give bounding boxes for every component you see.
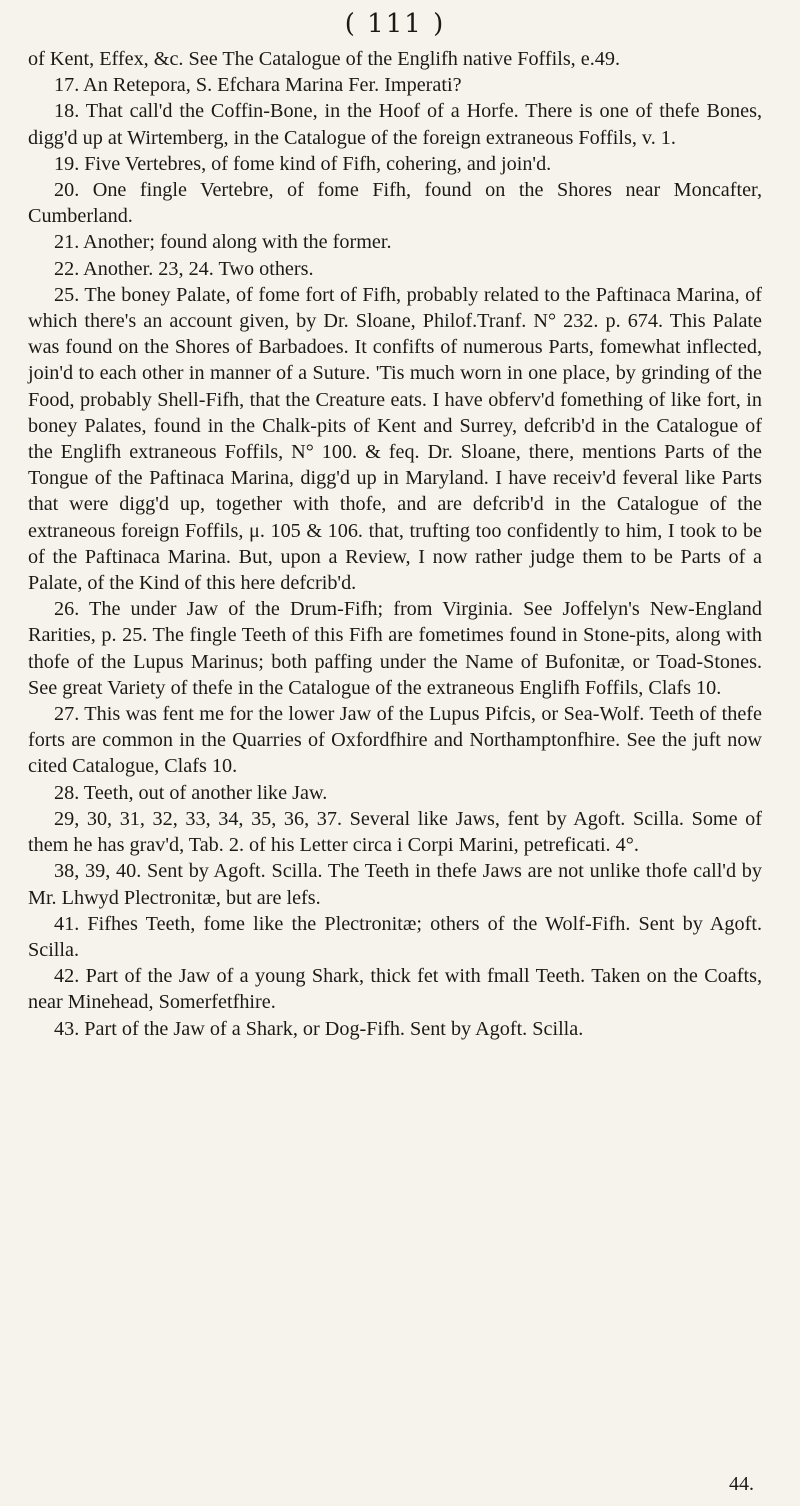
paragraph-continuation: of Kent, Effex, &c. See The Catalogue of the Englifh native Foffils, e.49. — [28, 48, 621, 70]
paragraph-41: 41. Fifhes Teeth, fome like the Plectronitæ; others of the Wolf-Fifh. Sent by Agoft. Scilla. — [28, 912, 762, 961]
paragraph-28: 28. Teeth, out of another like Jaw. — [54, 781, 328, 804]
paragraph-43: 43. Part of the Jaw of a Shark, or Dog-Fifh. Sent by Agoft. Scilla. — [54, 1017, 584, 1040]
paragraph-22: 22. Another. 23, 24. Two others. — [54, 257, 314, 280]
paragraph-26: 26. The under Jaw of the Drum-Fifh; from Virginia. See Joffelyn's New-England Rarities, p. 25. The fingle Teeth of this Fifh are fometimes found in Stone-pits, along with thofe of the Lupus Marinus; both paffing under the Name of Bufonitæ, or Toad-Stones. See great Variety of thefe in the Catalogue of the extraneous Englifh Foffils, Clafs 10. — [28, 598, 762, 699]
paragraph-20: 20. One fingle Vertebre, of fome Fifh, found on the Shores near Moncafter, Cumberland. — [28, 179, 762, 228]
body-text — [28, 46, 762, 1042]
paragraph-27: 27. This was fent me for the lower Jaw of the Lupus Pifcis, or Sea-Wolf. Teeth of thefe forts are common in the Quarries of Oxfordfhire and Northamptonfhire. See the juft now cited Catalogue, Clafs 10. — [28, 703, 762, 778]
paragraph-17: 17. An Retepora, S. Efchara Marina Fer. Imperati? — [54, 74, 462, 97]
paragraph-25: 25. The boney Palate, of fome fort of Fifh, probably related to the Paftinaca Marina, of which there's an account given, by Dr. Sloane, Philof.Tranf. N° 232. p. 674. This Palate was found on the Shores of Barbadoes. It confifts of numerous Parts, fomewhat inflected, join'd to each other in manner of a Suture. 'Tis much worn in one place, by grinding of the Food, probably Shell-Fifh, that the Creature eats. I have obferv'd fomething of like fort, in boney Palates, found in the Chalk-pits of Kent and Surrey, defcrib'd in the Catalogue of the Englifh extraneous Foffils, N° 100. & feq. Dr. Sloane, there, mentions Parts of the Tongue of the Paftinaca Marina, digg'd up in Maryland. I have receiv'd feveral like Parts that were digg'd up, together with thofe, and are defcrib'd in the Catalogue of the extraneous foreign Foffils, μ. 105 & 106. that, trufting too confidently to him, I took to be of the Paftinaca Marina. But, upon a Review, I now rather judge them to be Parts of a Palate, of the Kind of this here defcrib'd. — [28, 283, 762, 595]
page-number: ( 111 ) — [344, 9, 446, 39]
paragraph-21: 21. Another; found along with the former. — [54, 231, 392, 254]
paragraph-19: 19. Five Vertebres, of fome kind of Fifh, cohering, and join'd. — [54, 152, 552, 175]
paragraph-29: 29, 30, 31, 32, 33, 34, 35, 36, 37. Several like Jaws, fent by Agoft. Scilla. Some of them he has grav'd, Tab. 2. of his Letter circa i Corpi Marini, petreficati. 4°. — [28, 807, 762, 857]
paragraph-38: 38, 39, 40. Sent by Agoft. Scilla. The Teeth in thefe Jaws are not unlike thofe call'd by Mr. Lhwyd Plectronitæ, but are lefs. — [28, 860, 762, 909]
catchword: 44. — [729, 1473, 754, 1495]
paragraph-42: 42. Part of the Jaw of a young Shark, thick fet with fmall Teeth. Taken on the Coafts, near Minehead, Somerfetfhire. — [28, 965, 762, 1014]
paragraph-18: 18. That call'd the Coffin-Bone, in the Hoof of a Horfe. There is one of thefe Bones, digg'd up at Wirtemberg, in the Catalogue of the foreign extraneous Foffils, v. 1. — [28, 100, 762, 149]
